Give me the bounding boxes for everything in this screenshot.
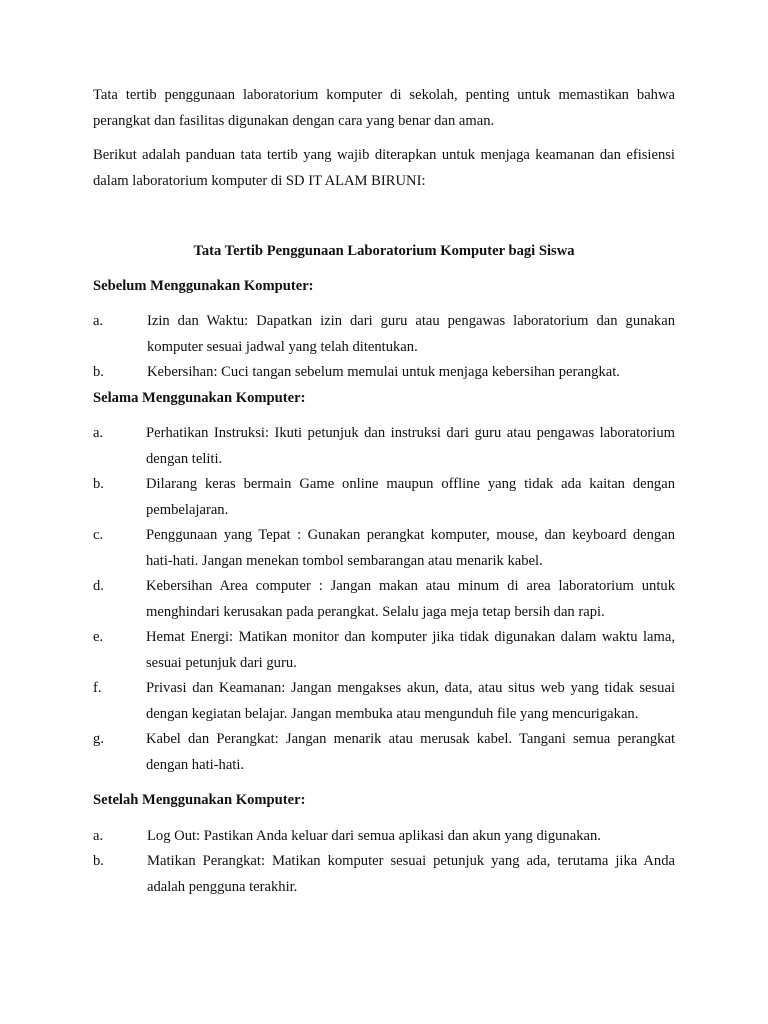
list-item (93, 523, 675, 574)
section-heading-before: Sebelum Menggunakan Komputer: (93, 277, 314, 294)
list-item (93, 360, 675, 386)
list-item (93, 676, 675, 727)
list-item-text: Privasi dan Keamanan: Jangan mengakses akun, data, atau situs web yang tidak sesuai dengan kegiatan belajar. Jangan membuka atau mengunduh file yang mencurigakan. (146, 680, 675, 722)
list-marker: a. (93, 425, 104, 441)
list-item-text: Log Out: Pastikan Anda keluar dari semua aplikasi dan akun yang digunakan. (147, 827, 601, 844)
list-item-text: Hemat Energi: Matikan monitor dan komputer jika tidak digunakan dalam waktu lama, sesuai petunjuk dari guru. (146, 629, 675, 671)
list-item (93, 727, 675, 778)
list-item (93, 824, 675, 850)
list-item-text: Dilarang keras bermain Game online maupun offline yang tidak ada kaitan dengan pembelajaran. (146, 476, 675, 518)
section-heading-after: Setelah Menggunakan Komputer: (93, 792, 306, 808)
intro-paragraph-1: Tata tertib penggunaan laboratorium komputer di sekolah, penting untuk memastikan bahwa perangkat dan fasilitas digunakan dengan cara yang benar dan aman. (93, 87, 675, 129)
list-marker: e. (93, 629, 104, 645)
list-after (93, 824, 675, 901)
section-heading-during: Selama Menggunakan Komputer: (93, 389, 306, 406)
list-item (93, 309, 675, 360)
list-item-text: Kabel dan Perangkat: Jangan menarik atau merusak kabel. Tangani semua perangkat dengan hati-hati. (146, 731, 675, 773)
list-marker: a. (93, 313, 104, 329)
list-marker: c. (93, 527, 104, 543)
list-item (93, 625, 675, 676)
list-item (93, 472, 675, 523)
list-marker: g. (93, 731, 104, 747)
list-item-text: Izin dan Waktu: Dapatkan izin dari guru atau pengawas laboratorium dan gunakan komputer sesuai jadwal yang telah ditentukan. (147, 313, 675, 355)
list-during (93, 421, 675, 778)
list-item (93, 849, 675, 900)
list-item (93, 574, 675, 625)
list-before (93, 309, 675, 386)
list-item-text: Perhatikan Instruksi: Ikuti petunjuk dan instruksi dari guru atau pengawas laboratorium dengan teliti. (146, 425, 675, 467)
list-marker: b. (93, 364, 104, 380)
list-item-text: Penggunaan yang Tepat : Gunakan perangkat komputer, mouse, dan keyboard dengan hati-hati. Jangan menekan tombol sembarangan atau menarik kabel. (146, 527, 675, 569)
list-item-text: Kebersihan Area computer : Jangan makan atau minum di area laboratorium untuk menghindari kerusakan pada perangkat. Selalu jaga meja tetap bersih dan rapi. (146, 578, 675, 620)
list-marker: f. (93, 680, 102, 696)
intro-paragraph-2: Berikut adalah panduan tata tertib yang wajib diterapkan untuk menjaga keamanan dan efisiensi dalam laboratorium komputer di SD IT ALAM BIRUNI: (93, 147, 675, 189)
list-item-text: Kebersihan: Cuci tangan sebelum memulai untuk menjaga kebersihan perangkat. (147, 364, 620, 380)
list-item-text: Matikan Perangkat: Matikan komputer sesuai petunjuk yang ada, terutama jika Anda adalah pengguna terakhir. (147, 853, 675, 895)
list-marker: a. (93, 827, 104, 844)
list-marker: b. (93, 853, 104, 869)
list-marker: b. (93, 476, 104, 492)
list-marker: d. (93, 578, 104, 594)
list-item (93, 421, 675, 472)
document-title: Tata Tertib Penggunaan Laboratorium Komputer bagi Siswa (193, 243, 575, 259)
